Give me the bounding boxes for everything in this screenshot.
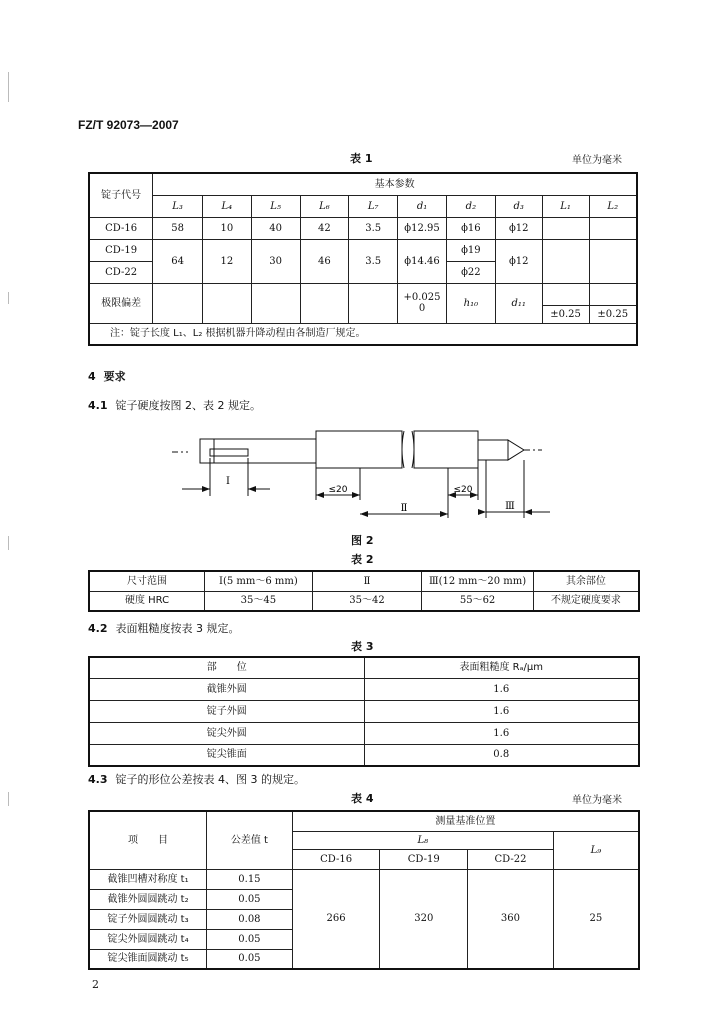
t4-item-tol: 0.05	[207, 929, 293, 949]
section4-number: 4	[88, 370, 96, 383]
t1-cd16-d2: ϕ16	[446, 217, 495, 239]
t3-row-part: 截锥外圆	[89, 678, 364, 700]
t2-h-other: 其余部位	[533, 571, 639, 591]
arrowhead	[202, 486, 210, 492]
t1-cd22-code: CD-22	[89, 261, 153, 283]
spindle-tip-cone	[508, 440, 524, 460]
s43-text: 锭子的形位公差按表 4、图 3 的规定。	[115, 773, 305, 786]
section4-title: 要求	[103, 370, 126, 383]
t4-h-l9: L₉	[553, 831, 639, 869]
spindle-body-right	[414, 431, 478, 468]
margin-mark	[8, 792, 9, 806]
t4-cd22-value: 360	[468, 869, 554, 969]
spindle-body	[316, 431, 402, 468]
table2	[88, 570, 640, 612]
t1-cd16-d3: ϕ12	[495, 217, 542, 239]
t3-row-part: 锭尖锥面	[89, 744, 364, 766]
t1-tol-l1-top	[542, 283, 589, 305]
arrowhead	[352, 492, 360, 498]
s42-text: 表面粗糙度按表 3 规定。	[115, 622, 240, 635]
arrowhead	[440, 511, 448, 517]
t2-zone2-value: 35～42	[312, 591, 422, 611]
t4-h-item: 项 目	[89, 811, 207, 869]
t4-item-name: 锭尖外圆圆跳动 t₄	[89, 929, 207, 949]
table1-title: 表 1	[350, 152, 373, 165]
zone3-label: Ⅲ	[505, 501, 515, 512]
t1-cd1922-d1: ϕ14.46	[398, 239, 447, 283]
t1-cd22-d2: ϕ22	[446, 261, 495, 283]
s41-number: 4.1	[88, 399, 108, 412]
t4-l9-value: 25	[553, 869, 639, 969]
arrowhead	[524, 509, 532, 515]
t4-h-cd19: CD-19	[380, 849, 468, 869]
arrowhead	[316, 492, 324, 498]
groove-slot	[210, 449, 248, 456]
t1-cd16-l2	[589, 217, 637, 239]
t1-cd1922-l6: 46	[300, 239, 349, 283]
t1-param-l1: L₁	[542, 195, 589, 217]
t4-h-cd22: CD-22	[468, 849, 554, 869]
table3	[88, 656, 640, 767]
t3-h-part: 部 位	[89, 657, 364, 678]
zone2-label: Ⅱ	[400, 503, 408, 514]
t1-cd1922-l4: 12	[202, 239, 251, 283]
zone1-label: Ⅰ	[226, 476, 230, 487]
t1-cd19-code: CD-19	[89, 239, 153, 261]
t2-h-range: 尺寸范围	[89, 571, 205, 591]
table3-title: 表 3	[351, 640, 374, 653]
t1-param-d2: d₂	[446, 195, 495, 217]
arrowhead	[248, 486, 256, 492]
t1-cd1922-l3: 64	[153, 239, 203, 283]
t1-cd16-d1: ϕ12.95	[398, 217, 447, 239]
t1-tol-l7	[349, 283, 398, 323]
t1-tol-l3	[153, 283, 203, 323]
t3-row-value: 1.6	[364, 678, 639, 700]
table4-unit: 单位为毫米	[572, 795, 622, 806]
arrowhead	[478, 509, 486, 515]
t1-param-l5: L₅	[251, 195, 300, 217]
t4-item-tol: 0.05	[207, 889, 293, 909]
t1-param-l2: L₂	[589, 195, 637, 217]
page-number: 2	[92, 978, 99, 991]
s42-number: 4.2	[88, 622, 108, 635]
t4-h-position: 测量基准位置	[292, 811, 639, 831]
dim-left-label: ≤20	[328, 485, 348, 495]
doc-code: FZ/T 92073—2007	[78, 118, 179, 132]
t4-item-name: 截锥凹槽对称度 t₁	[89, 869, 207, 889]
margin-mark	[8, 536, 9, 550]
t4-item-name: 截锥外圆圆跳动 t₂	[89, 889, 207, 909]
s41-text: 锭子硬度按图 2、表 2 规定。	[115, 399, 261, 412]
t4-item-tol: 0.05	[207, 949, 293, 969]
table4	[88, 810, 640, 970]
t1-cd16-l3: 58	[153, 217, 203, 239]
t3-row-value: 1.6	[364, 722, 639, 744]
t4-h-cd16: CD-16	[292, 849, 380, 869]
figure2-caption: 图 2	[351, 534, 374, 547]
break-lines	[402, 431, 414, 468]
t4-h-l8: L₈	[292, 831, 553, 849]
t4-cd16-value: 266	[292, 869, 380, 969]
t1-tol-l4	[202, 283, 251, 323]
spindle-shaft	[200, 439, 316, 463]
t1-tol-d3: d₁₁	[495, 283, 542, 323]
t1-cd1922-l2	[589, 239, 637, 283]
t1-cd1922-l7: 3.5	[349, 239, 398, 283]
t1-tol-l2: ±0.25	[589, 305, 637, 323]
t1-tol-l2-top	[589, 283, 637, 305]
t1-tol-l1: ±0.25	[542, 305, 589, 323]
t1-tol-d1-lower: 0	[418, 303, 426, 314]
t4-cd19-value: 320	[380, 869, 468, 969]
table2-title: 表 2	[351, 553, 374, 566]
margin-mark	[8, 72, 9, 102]
t1-param-d3: d₃	[495, 195, 542, 217]
t1-note: 注：锭子长度 L₁、L₂ 根据机器升降动程由各制造厂规定。	[89, 323, 637, 345]
spindle-tip-cylinder	[478, 440, 508, 460]
t3-row-value: 1.6	[364, 700, 639, 722]
t1-tol-l5	[251, 283, 300, 323]
table1	[88, 172, 638, 346]
t1-param-l4: L₄	[202, 195, 251, 217]
s43-paragraph	[88, 771, 305, 787]
t1-tol-label: 极限偏差	[89, 283, 153, 323]
t1-cd1922-d3: ϕ12	[495, 239, 542, 283]
t1-cd16-l7: 3.5	[349, 217, 398, 239]
t2-zone1-value: 35～45	[205, 591, 313, 611]
figure2-drawing	[170, 418, 570, 530]
t2-h-zone3: Ⅲ(12 mm～20 mm)	[422, 571, 534, 591]
t4-item-tol: 0.08	[207, 909, 293, 929]
t1-tol-d1	[398, 283, 447, 323]
t4-h-tol: 公差值 t	[207, 811, 293, 869]
t1-tol-l6	[300, 283, 349, 323]
s43-number: 4.3	[88, 773, 108, 786]
t1-cd16-l6: 42	[300, 217, 349, 239]
t2-zone3-value: 55～62	[422, 591, 534, 611]
t1-cd16-l4: 10	[202, 217, 251, 239]
t1-param-l6: L₆	[300, 195, 349, 217]
t1-tol-d2: h₁₀	[446, 283, 495, 323]
t4-item-name: 锭尖锥面圆跳动 t₅	[89, 949, 207, 969]
t2-other-value: 不规定硬度要求	[533, 591, 639, 611]
dim-right-label: ≤20	[453, 485, 473, 495]
t1-cd16-code: CD-16	[89, 217, 153, 239]
t2-h-zone2: Ⅱ	[312, 571, 422, 591]
section4-heading	[88, 368, 134, 384]
t2-row-label: 硬度 HRC	[89, 591, 205, 611]
t1-param-l3: L₃	[153, 195, 203, 217]
t1-param-l7: L₇	[349, 195, 398, 217]
arrowhead	[360, 511, 368, 517]
margin-mark	[8, 292, 9, 304]
t1-param-d1: d₁	[398, 195, 447, 217]
s41-paragraph	[88, 397, 261, 413]
t3-row-part: 锭子外圆	[89, 700, 364, 722]
table1-unit: 单位为毫米	[572, 155, 622, 166]
t3-row-value: 0.8	[364, 744, 639, 766]
table4-title: 表 4	[351, 792, 374, 805]
t1-h-spindle: 锭子代号	[89, 173, 153, 217]
t3-h-roughness: 表面粗糙度 Rₐ/μm	[364, 657, 639, 678]
t1-cd1922-l5: 30	[251, 239, 300, 283]
t1-cd16-l5: 40	[251, 217, 300, 239]
t2-h-zone1: Ⅰ(5 mm～6 mm)	[205, 571, 313, 591]
t1-cd19-d2: ϕ19	[446, 239, 495, 261]
t1-tol-d1-upper: +0.025	[403, 292, 441, 303]
t1-h-group: 基本参数	[153, 173, 637, 195]
t4-item-tol: 0.15	[207, 869, 293, 889]
t3-row-part: 锭尖外圆	[89, 722, 364, 744]
t1-cd1922-l1	[542, 239, 589, 283]
t1-cd16-l1	[542, 217, 589, 239]
s42-paragraph	[88, 620, 240, 636]
t4-item-name: 锭子外圆圆跳动 t₃	[89, 909, 207, 929]
